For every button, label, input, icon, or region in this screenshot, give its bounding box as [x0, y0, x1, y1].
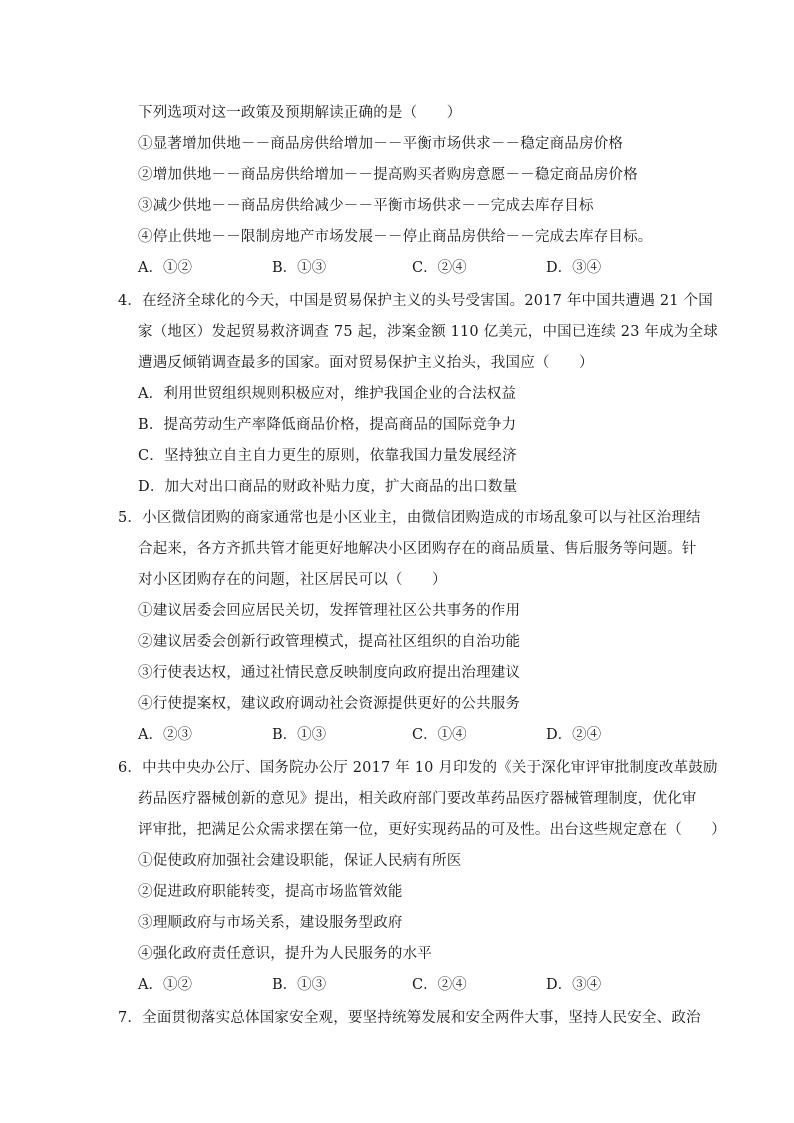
q6-option-a: A．①②	[138, 977, 192, 993]
q3-item-3: ③减少供地－－商品房供给减少－－平衡市场供求－－完成去库存目标	[138, 198, 594, 214]
q6-option-b: B．①③	[272, 977, 327, 993]
q5-item-3: ③行使表达权，通过社情民意反映制度向政府提出治理建议	[138, 665, 521, 681]
q4-option-c: C．坚持独立自主自力更生的原则，依靠我国力量发展经济	[138, 448, 517, 464]
q4-stem-line-2: 家（地区）发起贸易救济调查 75 起，涉案金额 110 亿美元，中国已连续 23 年成为全球	[138, 324, 718, 340]
q4-option-d: D．加大对出口商品的财政补贴力度，扩大商品的出口数量	[138, 479, 518, 495]
q5-stem-line-1: 5．小区微信团购的商家通常也是小区业主，由微信团购造成的市场乱象可以与社区治理结	[118, 510, 701, 526]
q3-item-2: ②增加供地－－商品房供给增加－－提高购买者购房意愿－－稳定商品房价格	[138, 167, 638, 183]
q6-option-d: D．③④	[546, 977, 602, 993]
q4-option-b: B．提高劳动生产率降低商品价格，提高商品的国际竞争力	[138, 417, 517, 433]
q5-stem-line-3: 对小区团购存在的问题，社区居民可以（ ）	[138, 572, 447, 588]
q5-item-2: ②建议居委会创新行政管理模式，提高社区组织的自治功能	[138, 634, 521, 650]
q5-item-1: ①建议居委会回应居民关切，发挥管理社区公共事务的作用	[138, 603, 521, 619]
q3-option-b: B．①③	[272, 260, 327, 276]
q3-item-1: ①显著增加供地－－商品房供给增加－－平衡市场供求－－稳定商品房价格	[138, 136, 624, 152]
q3-option-d: D．③④	[546, 260, 602, 276]
q4-stem-line-1: 4．在经济全球化的今天，中国是贸易保护主义的头号受害国。2017 年中国共遭遇 21 个国	[118, 293, 713, 309]
q5-option-b: B．①③	[272, 727, 327, 743]
q3-option-c: C．②④	[412, 260, 467, 276]
q5-item-4: ④行使提案权，建议政府调动社会资源提供更好的公共服务	[138, 696, 521, 712]
q3-stem-tail: 下列选项对这一政策及预期解读正确的是（ ）	[138, 105, 462, 121]
q5-option-c: C．①④	[412, 727, 467, 743]
q6-option-c: C．②④	[412, 977, 467, 993]
q6-stem-line-2: 药品医疗器械创新的意见》提出，相关政府部门要改革药品医疗器械管理制度，优化审	[138, 791, 697, 807]
q5-option-d: D．②④	[546, 727, 602, 743]
q6-stem-line-3: 评审批，把满足公众需求摆在第一位，更好实现药品的可及性。出台这些规定意在（ ）	[138, 822, 726, 838]
q6-item-3: ③理顺政府与市场关系，建设服务型政府	[138, 915, 403, 931]
q6-item-1: ①促使政府加强社会建设职能，保证人民病有所医	[138, 853, 462, 869]
q6-stem-line-1: 6．中共中央办公厅、国务院办公厅 2017 年 10 月印发的《关于深化审评审批制度改革鼓励	[118, 760, 718, 776]
q6-item-2: ②促进政府职能转变，提高市场监管效能	[138, 884, 403, 900]
q6-item-4: ④强化政府责任意识，提升为人民服务的水平	[138, 946, 432, 962]
q3-option-a: A．①②	[138, 260, 192, 276]
q5-stem-line-2: 合起来，各方齐抓共管才能更好地解决小区团购存在的商品质量、售后服务等问题。针	[138, 541, 697, 557]
q4-stem-line-3: 遭遇反倾销调查最多的国家。面对贸易保护主义抬头，我国应（ ）	[138, 355, 594, 371]
q5-option-a: A．②③	[138, 727, 192, 743]
q7-stem-line-1: 7．全面贯彻落实总体国家安全观，要坚持统筹发展和安全两件大事，坚持人民安全、政治	[118, 1010, 701, 1026]
q3-item-4: ④停止供地－－限制房地产市场发展－－停止商品房供给－－完成去库存目标。	[138, 229, 653, 245]
q4-option-a: A．利用世贸组织规则积极应对，维护我国企业的合法权益	[138, 386, 517, 402]
